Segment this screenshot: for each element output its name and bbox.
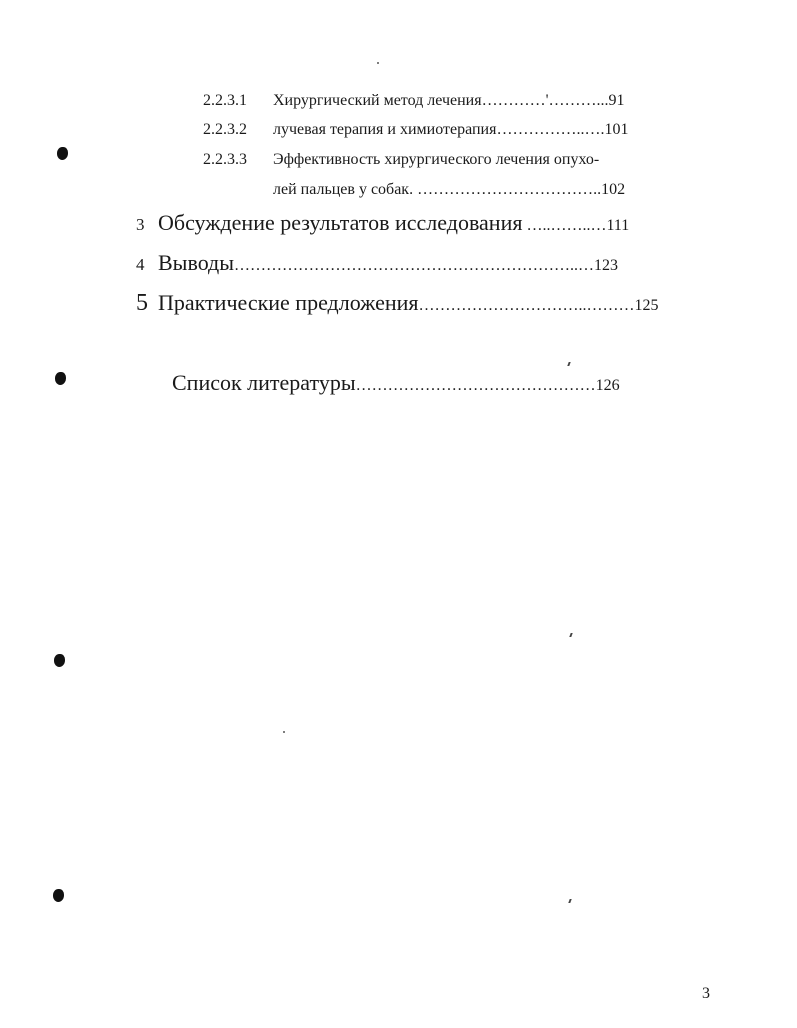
toc-subsection-2-2-3-3 — [203, 151, 663, 173]
toc-references — [172, 370, 620, 396]
toc-subsection-2-2-3-1 — [203, 92, 663, 114]
punch-hole-icon — [57, 147, 68, 160]
toc-subsection-number: 2.2.3.2 — [203, 121, 247, 138]
toc-references-page: 126 — [595, 377, 620, 394]
toc-subsection-text: Хирургический метод лечения…………'………...91 — [273, 92, 625, 109]
toc-subsection-text: лучевая терапия и химиотерапия……………..….101 — [273, 121, 629, 138]
punch-hole-icon — [53, 889, 64, 902]
scan-speck — [567, 362, 570, 366]
toc-subsection-continuation-text: лей пальцев у собак. ……………………………..102 — [273, 181, 626, 198]
toc-subsection-continuation — [273, 181, 625, 199]
punch-hole-icon — [55, 372, 66, 385]
toc-references-title: Список литературы — [172, 370, 356, 395]
toc-references-leader: ……………………………………… — [355, 377, 596, 394]
scan-speck — [568, 899, 571, 903]
toc-chapter-page: 111 — [606, 217, 630, 234]
punch-hole-icon — [54, 654, 65, 667]
toc-chapter-page: 123 — [594, 257, 619, 274]
toc-chapter-page: 125 — [634, 297, 659, 314]
toc-subsection-2-2-3-2 — [203, 121, 663, 143]
toc-subsection-number: 2.2.3.1 — [203, 92, 247, 109]
toc-subsection-text: Эффективность хирургического лечения опухо- — [273, 151, 600, 168]
toc-chapter-title: Обсуждение результатов исследования — [158, 210, 523, 235]
toc-chapter-number: 4 — [136, 255, 145, 274]
toc-chapter-number: 5 — [136, 290, 148, 316]
toc-chapter-4 — [136, 250, 618, 276]
toc-chapter-title: Выводы — [158, 250, 235, 275]
scan-speck — [283, 731, 285, 733]
toc-chapter-leader: ………………………………………………………..… — [234, 257, 595, 274]
scan-speck — [569, 633, 572, 637]
toc-chapter-leader: …..……..… — [522, 217, 607, 234]
toc-chapter-number: 3 — [136, 215, 145, 234]
toc-subsection-number: 2.2.3.3 — [203, 151, 247, 168]
toc-chapter-leader: …………………………..……… — [418, 297, 635, 314]
page-number: 3 — [702, 985, 710, 1002]
toc-chapter-title: Практические предложения — [158, 290, 419, 315]
scan-speck — [377, 62, 379, 64]
toc-chapter-3 — [136, 210, 629, 236]
toc-chapter-5 — [136, 290, 659, 317]
